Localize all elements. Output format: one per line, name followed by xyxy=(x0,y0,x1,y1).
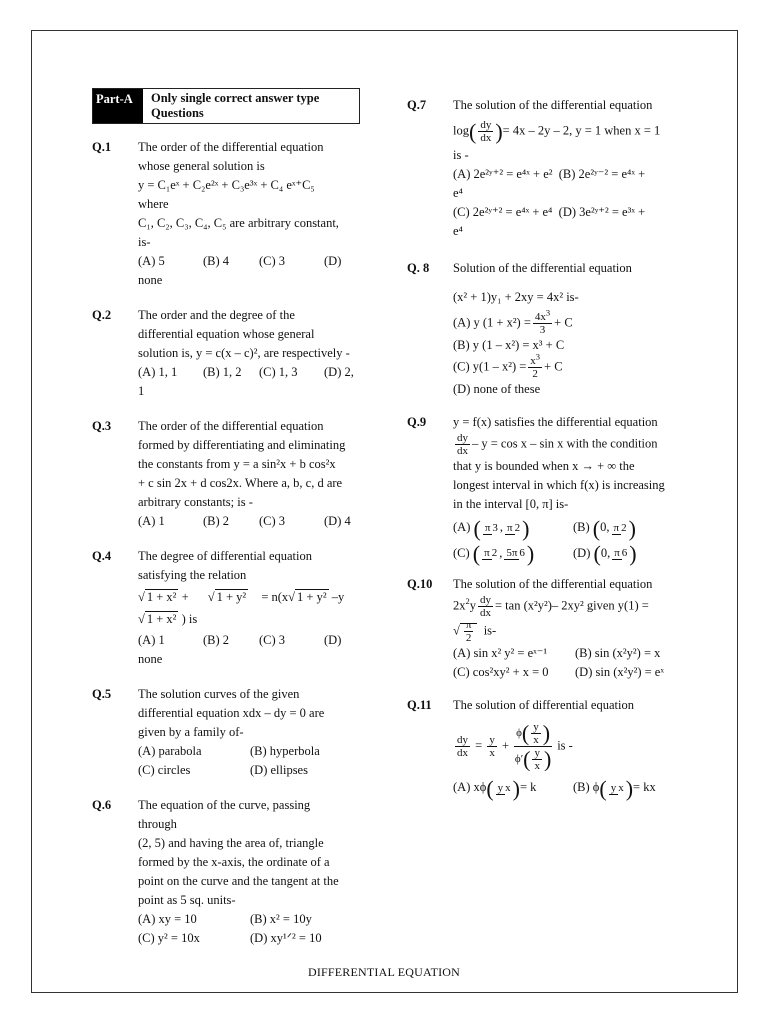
question-1: Q.1 The order of the differential equation whose general solution is y = C₁eˣ + C₂e²ˣ + C₃e³ˣ + C₄ eˣ⁺C₅ where C₁, C₂, C₃, C₄, C₅ are arbitrary constant, is- (A) 5 (B) 4 (C) 3 (D) none xyxy=(92,138,362,290)
options: (C) circles (D) ellipses xyxy=(138,763,308,777)
left-column xyxy=(92,88,362,964)
options: (A) xy = 10 (B) x² = 10y xyxy=(138,912,312,926)
question-11: Q.11 The solution of differential equation $\frac{dy}{dx}$ = $\frac{y}{x}$ + ϕ( $\frac{y}{x}$ ) ϕ′( $\frac{y}{x}$ ) is - (A) xϕ( y x)= k (B) ϕ( y x)= kx xyxy=(407,696,679,798)
question-number: Q.7 xyxy=(407,98,427,112)
equation: y = C₁eˣ + C₂e²ˣ + C₃e³ˣ + C₄ eˣ⁺C₅ xyxy=(138,178,315,192)
question-2: Q.2 The order and the degree of the differential equation whose general solution is, y = c(x – c)², are respectively - (A) 1, 1 (B) 1, 2 (C) 1, 3 (D) 2, 1 xyxy=(92,306,362,401)
options: (A) 1 (B) 2 (C) 3 (D) 4 xyxy=(138,514,351,528)
question-4: Q.4 The degree of differential equation satisfying the relation √ 1 + x² + √ 1 + y² = n(x√ 1 + y² –y √ 1 + x² ) is (A) 1 (B) 2 (C) 3 (D) none xyxy=(92,547,362,669)
question-number: Q.4 xyxy=(92,549,112,563)
question-8: Q. 8 Solution of the differential equation (x² + 1)y₁ + 2xy = 4x² is- (A) y (1 + x²) = $\frac{4x^3}{3}$ + C (B) y (1 – x²) = x³ + C (C) y(1 – x²) = $\frac{x^3}{2}$ + C (D) none of these xyxy=(407,261,632,396)
options: (C) ( π 2 , 5π 6) (D) (0, π 6) xyxy=(453,541,637,567)
question-number: Q.9 xyxy=(407,415,427,429)
equation: log( $\frac{dy}{dx}$ )= 4x – 2y – 2, y = 1 when x = 1 xyxy=(453,119,661,144)
options: (A) parabola (B) hyperbola xyxy=(138,744,320,758)
question-number: Q.11 xyxy=(407,698,432,713)
question-7: Q.7 The solution of the differential equation log( $\frac{dy}{dx}$ )= 4x – 2y – 2, y = 1 when x = 1 is - (A) 2e²ʸ⁺² = e⁴ˣ + e² (B) 2e²ʸ⁻² = e⁴ˣ + e⁴ (C) 2e²ʸ⁺² = e⁴ˣ + e⁴ (D) 3e²ʸ⁺² = e³ˣ + e⁴ xyxy=(407,96,679,241)
options: (A) xϕ( y x)= k (B) ϕ( y x)= kx xyxy=(453,775,656,801)
question-6: Q.6 The equation of the curve, passing through (2, 5) and having the area of, triangle formed by the x-axis, the ordinate of a point on the curve and the tangent at the point as 5 sq. units- (A) xy = 10 (B) x² = 10y (C) y² = 10x (D) xy¹ᐟ² = 10 xyxy=(92,796,362,948)
question-number: Q.1 xyxy=(92,140,112,154)
question-number: Q.2 xyxy=(92,308,112,322)
relation-equation: √ 1 + x² + √ 1 + y² = n(x√ 1 + y² –y xyxy=(138,590,345,604)
question-number: Q.10 xyxy=(407,577,433,592)
page-footer: DIFFERENTIAL EQUATION xyxy=(307,965,461,979)
part-title: Only single correct answer type Questions xyxy=(151,91,320,120)
equation: $\frac{dy}{dx}$ = $\frac{y}{x}$ + ϕ( $\frac{y}{x}$ ) ϕ′( $\frac{y}{x}$ ) is - xyxy=(457,720,573,773)
options: (C) y² = 10x (D) xy¹ᐟ² = 10 xyxy=(138,931,322,945)
right-column xyxy=(407,96,679,814)
question-number: Q.6 xyxy=(92,798,112,812)
question-number: Q. 8 xyxy=(407,261,430,275)
question-10: Q.10 The solution of the differential equation $2x^2y$ $\frac{dy}{dx}$ = tan (x²y²)– 2xy² given y(1) = √ $\frac{\pi}{2}$ is- (A) sin x² y² = eˣ⁻¹ (B) sin (x²y²) = x (C) cos²xy² + x = 0 (D) sin (x²y²) = eˣ xyxy=(407,577,664,680)
options: (A) 1, 1 (B) 1, 2 (C) 1, 3 (D) 2, xyxy=(138,365,354,379)
question-9: Q.9 y = f(x) satisfies the differential equation $\frac{dy}{dx}$ – y = cos x – sin x with the condition that y is bounded when x → + ∞ the longest interval in which f(x) is increasing in the interval [0, π] is- (A) ( π 3 , π 2) (B) (0, π 2) (C) ( π 2 , 5π 6) (D) (0, π 6) xyxy=(407,413,679,563)
question-5: Q.5 The solution curves of the given differential equation xdx – dy = 0 are given by a family of- (A) parabola (B) hyperbola (C) circles (D) ellipses xyxy=(92,685,362,780)
question-3: Q.3 The order of the differential equation formed by differentiating and eliminating the constants from y = a sin²x + b cos²x + c sin 2x + d cos2x. Where a, b, c, d are arbitrary constants; is - (A) 1 (B) 2 (C) 3 (D) 4 xyxy=(92,417,362,531)
options: (A) 1 (B) 2 (C) 3 (D) xyxy=(138,633,342,647)
options: (A) ( π 3 , π 2) (B) (0, π 2) xyxy=(453,515,636,541)
options: (A) 5 (B) 4 (C) 3 (D) xyxy=(138,254,342,268)
part-tag: Part-A xyxy=(93,89,143,123)
part-a-header xyxy=(92,88,360,124)
question-number: Q.5 xyxy=(92,687,112,701)
question-number: Q.3 xyxy=(92,419,112,433)
